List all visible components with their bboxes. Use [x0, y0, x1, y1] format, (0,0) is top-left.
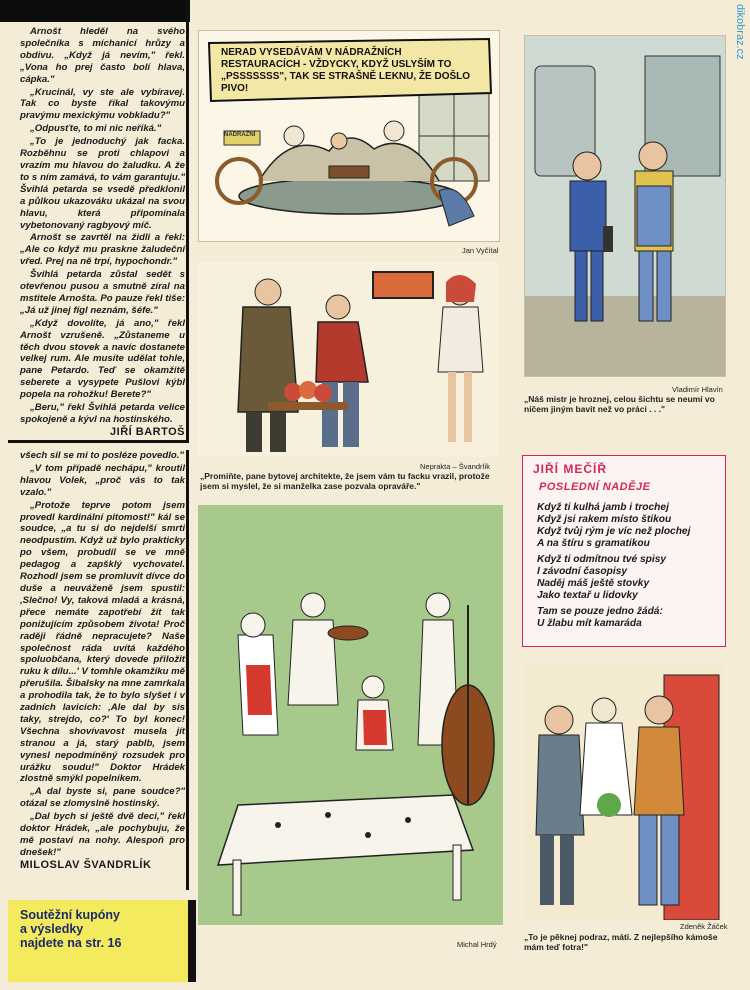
cartoon-apartment-illustration	[198, 262, 498, 457]
story-2	[20, 450, 185, 872]
promo-line: najdete na str. 16	[20, 936, 122, 950]
cartoon-3-caption: „Promiňte, pane bytovej architekte, že jsem vám tu facku vrazil, protože jsem si myslel, že si manželka zase pozvala opraváře."	[200, 471, 490, 491]
story-1-paragraph: „To je jednoduchý jak facka. Rozběhnu se proti chlapovi a vrazím mu hlavou do žaludku. A že to s ním zamává, to vám garantuju." Švihlá petarda se vsedě předklonil a půlkou ukazováku ukázal na svou hlavu, která připomínala vybetonovaný ragbyový míč.	[20, 136, 185, 231]
story-divider	[8, 440, 188, 443]
column-rule-2	[186, 450, 189, 890]
cartoon-3-credit: Neprakta – Švandrlík	[420, 462, 491, 471]
poem-line: Když jsi rakem místo štikou	[537, 514, 672, 525]
cartoon-1-sign: NÁDRAŽNÍ	[224, 132, 256, 138]
poem-title: POSLEDNÍ NADĚJE	[539, 481, 651, 493]
cartoon-4-credit: Michal Hrdý	[457, 940, 497, 949]
story-2-paragraph: „V tom případě nechápu," kroutil hlavou Volek, „proč vás to tak vzalo."	[20, 462, 185, 498]
poem-stanza-2	[537, 554, 727, 602]
promo-line: Soutěžní kupóny	[20, 908, 120, 922]
poem-line: Tam se pouze jedno žádá:	[537, 606, 663, 617]
cartoon-workshop	[524, 35, 726, 377]
poem-line: Naděj máš ještě stovky	[537, 578, 650, 589]
story-1-paragraph: „Odpusťte, to mi nic neříká."	[30, 123, 162, 135]
poem-line: A na štíru s gramatikou	[537, 538, 650, 549]
story-2-paragraph: „Protože teprve potom jsem provedl kardinální pitomost!" kál se soudce, „a tu si do nejdelší smrti neodpustím. Když už bylo prakticky po všem, probudil se ve mně pedagog a zapšklý vychovatel. Rozhodl jsem se promluvit dívce do duše a neuváženě jsem spustil: ‚Slečno! Vy, taková mladá a krásná, přece nemáte zapotřebí žít tak ponižujícím způsobem života! Proč raději řádně nepracujete? Naše společnost ráda uvítá každého spoluobčana, který dovede přiložit ruku k dílu...' V tomhle okamžiku mě přerušila. Šibalsky na mne zamrkala a prohodila tak, že to bylo slyšet i v zadních lavicích: ‚Ale dal by sis taky, strejdo, co?' To byl konec! Všechna shovívavost musela jít stranou a já, starý pablb, jsem vynesl nepodmíněný rozsudek pro urážku soudu!" Doktor Hrádek zlostně smýkl popelníkem.	[20, 499, 185, 785]
story-2-paragraph: „A dal byste si, pane soudce?" otázal se zlomyslně hostinský.	[20, 786, 185, 810]
poem-line: U žlabu mít kamaráda	[537, 618, 642, 629]
cartoon-restaurant	[198, 30, 500, 242]
cartoon-musicians-illustration	[198, 505, 503, 925]
cartoon-1-credit: Jan Vyčítal	[462, 246, 499, 255]
story-1-paragraph: Švihlá petarda zůstal sedět s otevřenou pusou a smutně zíral na mstitele Arnošta. Po pauze řekl tiše: „Já už jinej fígl neznám, šéfe."	[20, 269, 185, 316]
story-1-paragraph: „Když dovolíte, já ano," řekl Arnošt vzrušeně. „Zůstaneme u těch dvou stovek a navíc dostanete velkej rum. Ale musíte udělat tohle, pane Petardo. Teď se okamžitě seberete a vysypete Pušlovi kýbl popela na rohožku! Berete?"	[20, 317, 185, 401]
story-2-signature: MILOSLAV ŠVANDRLÍK	[20, 858, 152, 871]
promo-line: a výsledky	[20, 922, 84, 936]
cartoon-wedding	[524, 665, 724, 920]
poem-author: JIŘÍ MEČÍŘ	[533, 462, 608, 476]
cartoon-5-caption: „To je pěknej podraz, máti. Z nejlepšího kámoše mám teď fotra!"	[524, 932, 718, 952]
story-1-paragraph: Arnošt se zavrtěl na židli a řekl: „Ale co když mu praskne žaludeční vřed. Prej na ně trpí, hypochondr."	[20, 232, 185, 268]
cartoon-apartment	[198, 262, 498, 457]
cartoon-2-credit: Vladimír Hlavín	[672, 385, 723, 394]
story-1	[20, 26, 185, 439]
story-1-paragraph: „Krucinál, vy ste ale vybíravej. Tak co byste říkal takovýmu pravýmu mexickýmu vobkladu?"	[20, 86, 185, 122]
column-rule	[186, 0, 189, 443]
poem-line: Jako textař u lidovky	[537, 590, 638, 601]
story-2-paragraph: všech sil se mi to posléze povedlo."	[20, 450, 184, 461]
poem-line: Když tvůj rým je víc než plochej	[537, 526, 691, 537]
cartoon-2-caption: „Náš mistr je hroznej, celou šichtu se neumí vo ničem jiným bavit než vo práci . . ."	[524, 394, 715, 414]
cartoon-workshop-illustration	[525, 36, 725, 376]
story-1-signature: JIŘÍ BARTOŠ	[110, 425, 185, 438]
story-1-paragraph: Arnošt hleděl na svého společníka s míchanicí hrůzy a obdivu. „Když já nevím," řekl. „Vona ho prej často bolí hlava, cápka."	[20, 26, 185, 85]
poem-line: Když ti odmítnou tvé spisy	[537, 554, 667, 565]
story-2-paragraph: „Dal bych si ještě dvě deci," řekl doktor Hrádek, „ale pochybuju, že mě postaví na nohy. Alespoň pro dnešek!"	[20, 811, 185, 858]
poem-line: I závodní časopisy	[537, 566, 628, 577]
cartoon-musicians	[198, 505, 503, 925]
promo-box	[8, 900, 196, 982]
cartoon-wedding-illustration	[524, 665, 724, 920]
poem-stanza-1	[537, 502, 727, 550]
watermark: dikobraz.cz	[734, 4, 746, 60]
cartoon-1-balloon: NERAD VYSEDÁVÁM V NÁDRAŽNÍCH RESTAURACÍCH - VŽDYCKY, KDYŽ USLYŠÍM TO „PSSSSSSS", TAK SE STRAŠNĚ LEKNU, ŽE DOŠLO PIVO!	[221, 47, 471, 94]
poem-line: Když ti kulhá jamb i trochej	[537, 502, 669, 513]
story-1-paragraph: „Beru," řekl Švihlá petarda velice spokojeně a kývl na hostinského.	[20, 402, 185, 425]
cartoon-5-credit: Zdeněk Žáček	[680, 922, 728, 931]
top-black-bar	[0, 0, 190, 22]
poem-stanza-3	[537, 606, 727, 630]
poem-box	[522, 455, 726, 647]
